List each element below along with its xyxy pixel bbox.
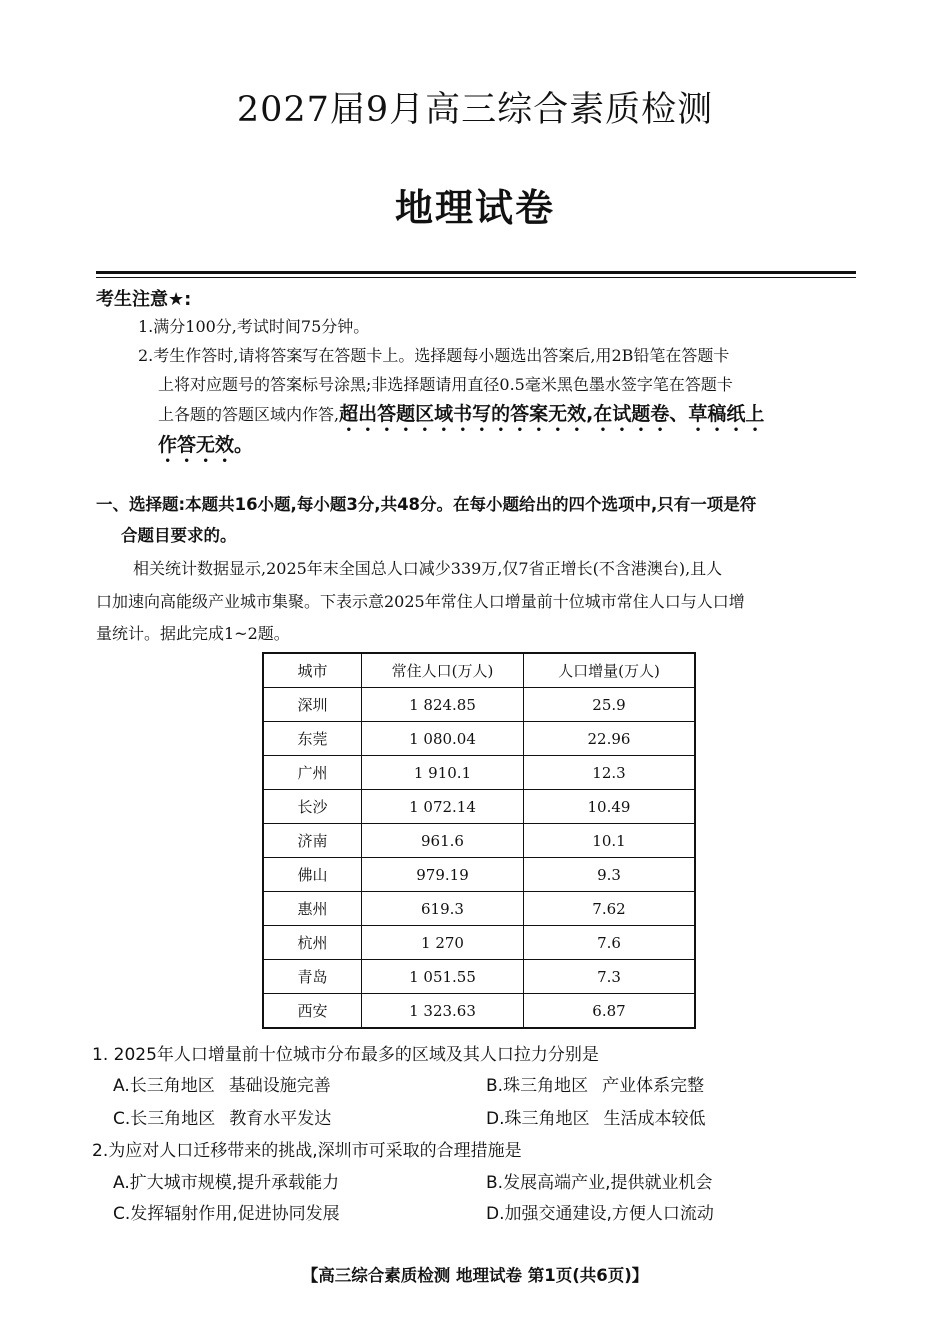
question-2-option-d[interactable]: D.加强交通建设,方便人口流动: [486, 1204, 714, 1224]
section-heading-line-1: 一、选择题:本题共16小题,每小题3分,共48分。在每小题给出的四个选项中,只有一项是符: [96, 495, 757, 514]
table-row: [263, 756, 695, 790]
population-table: [262, 652, 696, 1029]
header-increase: 人口增量(万人): [524, 653, 696, 688]
option-text: 生活成本较低: [603, 1109, 706, 1129]
option-region: 珠三角地区: [504, 1109, 590, 1129]
table-row: [263, 926, 695, 960]
question-2-option-b[interactable]: B.发展高端产业,提供就业机会: [486, 1173, 713, 1193]
exam-title: 2027届9月高三综合素质检测: [236, 90, 714, 130]
increase-cell: 22.96: [524, 722, 696, 756]
notice-emphasis-text: 超出答题区域书写的答案无效,在试题卷、草稿纸上: [339, 403, 765, 425]
city-cell: 长沙: [263, 790, 362, 824]
table-row: [263, 722, 695, 756]
city-cell: 深圳: [263, 688, 362, 722]
increase-cell: 6.87: [524, 994, 696, 1029]
increase-cell: 7.6: [524, 926, 696, 960]
notice-item-2-line-4: [158, 433, 253, 467]
option-label: A.: [113, 1076, 130, 1096]
table-row: [263, 688, 695, 722]
option-text: 教育水平发达: [229, 1109, 332, 1129]
option-region: 长三角地区: [130, 1109, 216, 1129]
notice-item-1: 1.满分100分,考试时间75分钟。: [138, 317, 370, 336]
question-1-stem: 1. 2025年人口增量前十位城市分布最多的区域及其人口拉力分别是: [92, 1045, 599, 1065]
city-cell: 东莞: [263, 722, 362, 756]
option-text: 基础设施完善: [228, 1076, 331, 1096]
population-cell: 1 270: [362, 926, 524, 960]
option-label: C.: [113, 1109, 131, 1129]
header-city: 城市: [263, 653, 362, 688]
increase-cell: 7.62: [524, 892, 696, 926]
table-row: [263, 790, 695, 824]
table-row: [263, 960, 695, 994]
population-cell: 961.6: [362, 824, 524, 858]
question-1-option-c[interactable]: [113, 1104, 331, 1129]
intro-line-3: 量统计。据此完成1~2题。: [96, 624, 290, 643]
population-cell: 1 910.1: [362, 756, 524, 790]
table-row: [263, 994, 695, 1029]
increase-cell: 10.49: [524, 790, 696, 824]
header-population: 常住人口(万人): [362, 653, 524, 688]
population-cell: 1 051.55: [362, 960, 524, 994]
population-cell: 1 072.14: [362, 790, 524, 824]
table-row: [263, 824, 695, 858]
city-cell: 西安: [263, 994, 362, 1029]
table-row: [263, 892, 695, 926]
city-cell: 杭州: [263, 926, 362, 960]
intro-line-2: 口加速向高能级产业城市集聚。下表示意2025年常住人口增量前十位城市常住人口与人口增: [96, 592, 745, 611]
increase-cell: 9.3: [524, 858, 696, 892]
increase-cell: 25.9: [524, 688, 696, 722]
increase-cell: 7.3: [524, 960, 696, 994]
notice-item-2-line-1: 2.考生作答时,请将答案写在答题卡上。选择题每小题选出答案后,用2B铅笔在答题卡: [138, 346, 730, 365]
subject-title: 地理试卷: [394, 185, 555, 230]
city-cell: 惠州: [263, 892, 362, 926]
notice-period: 。: [234, 434, 254, 456]
table-row: [263, 858, 695, 892]
notice-plain-text: 上各题的答题区域内作答,: [158, 405, 340, 424]
section-heading-line-2: 合题目要求的。: [121, 526, 237, 545]
question-2-stem: 2.为应对人口迁移带来的挑战,深圳市可采取的合理措施是: [92, 1141, 522, 1161]
notice-item-2-line-3: [158, 402, 764, 436]
option-region: 珠三角地区: [503, 1076, 589, 1096]
intro-line-1: 相关统计数据显示,2025年末全国总人口减少339万,仅7省正增长(不含港澳台),且人: [133, 559, 723, 578]
question-1-option-d[interactable]: [486, 1104, 706, 1129]
city-cell: 济南: [263, 824, 362, 858]
page-footer: 【高三综合素质检测 地理试卷 第1页(共6页)】: [301, 1266, 649, 1285]
population-cell: 1 323.63: [362, 994, 524, 1029]
question-2-option-a[interactable]: A.扩大城市规模,提升承载能力: [113, 1173, 340, 1193]
population-cell: 979.19: [362, 858, 524, 892]
question-1-option-a[interactable]: [113, 1071, 331, 1096]
notice-item-2-line-2: 上将对应题号的答案标号涂黑;非选择题请用直径0.5毫米黑色墨水签字笔在答题卡: [158, 375, 733, 394]
question-2-option-c[interactable]: C.发挥辐射作用,促进协同发展: [113, 1204, 340, 1224]
population-cell: 1 824.85: [362, 688, 524, 722]
option-label: B.: [486, 1076, 504, 1096]
notice-heading: 考生注意★:: [96, 289, 192, 310]
option-region: 长三角地区: [129, 1076, 215, 1096]
population-cell: 619.3: [362, 892, 524, 926]
option-text: 产业体系完整: [602, 1076, 705, 1096]
question-1-option-b[interactable]: [486, 1071, 704, 1096]
divider-thick: [96, 271, 856, 274]
city-cell: 广州: [263, 756, 362, 790]
option-label: D.: [486, 1109, 505, 1129]
table-header-row: [263, 653, 695, 688]
increase-cell: 12.3: [524, 756, 696, 790]
city-cell: 青岛: [263, 960, 362, 994]
city-cell: 佛山: [263, 858, 362, 892]
notice-emphasis-text-end: 作答无效: [158, 434, 235, 456]
population-cell: 1 080.04: [362, 722, 524, 756]
increase-cell: 10.1: [524, 824, 696, 858]
divider-thin: [96, 277, 856, 278]
